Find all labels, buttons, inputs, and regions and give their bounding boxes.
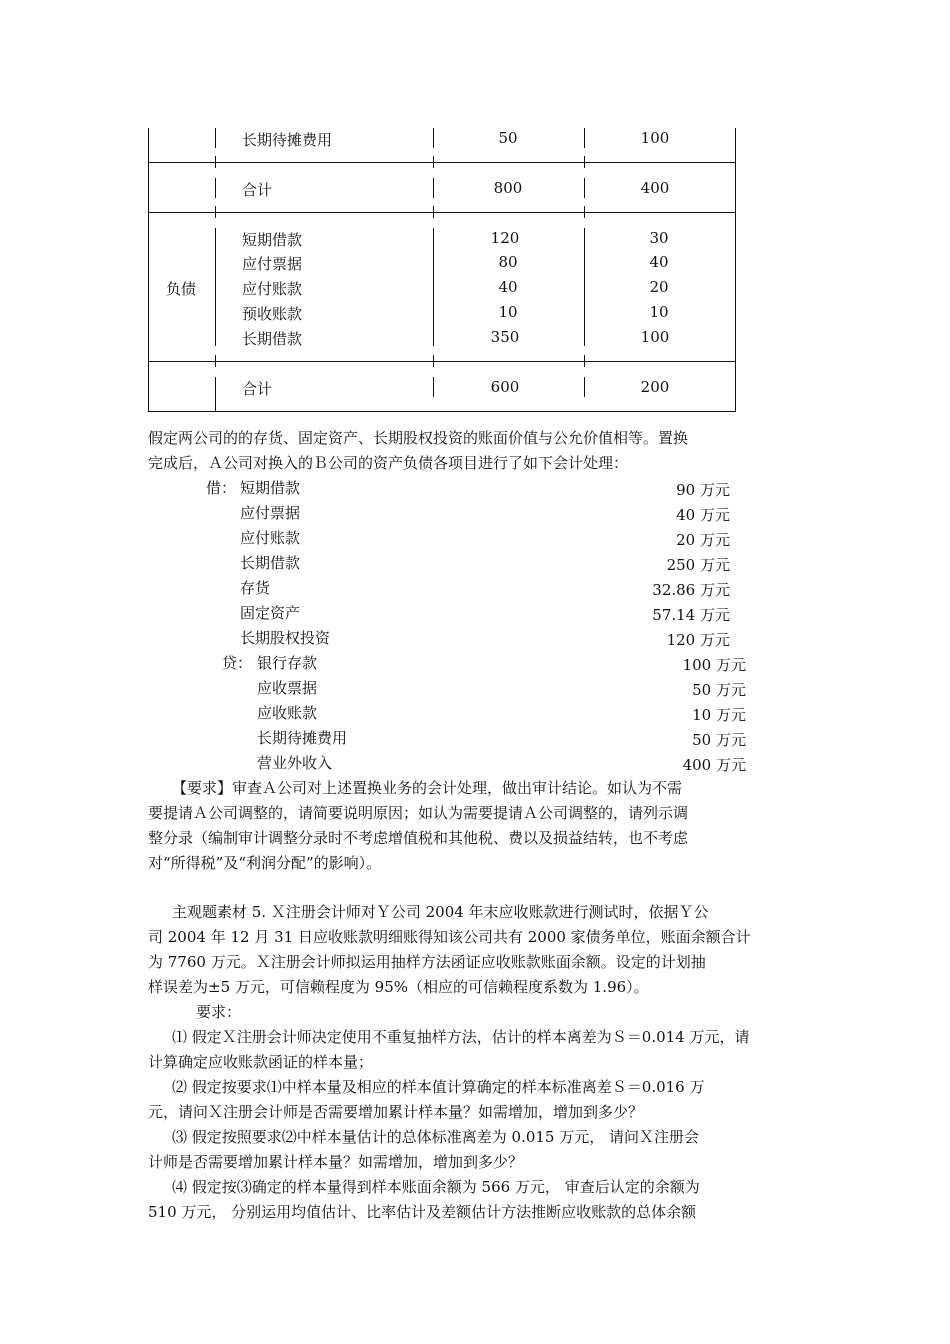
credit-prefix: 贷： [222,654,253,672]
table-divider [148,162,736,163]
debit-item: 存货 [240,579,271,597]
requirements-label: 要求： [196,1003,242,1021]
table-cell-a: 50 [498,129,518,147]
table-cell-b: 40 [649,253,669,271]
table-cell-b: 400 [640,179,670,197]
table-bottom-border [148,411,736,412]
table-cell-a: 10 [498,303,518,321]
debit-item: 长期借款 [240,554,301,572]
credit-item: 应收票据 [257,679,318,697]
credit-amount: 10 万元 [692,706,746,724]
question-2-cont: 元，请问Ｘ注册会计师是否需要增加累计样本量？如需增加，增加到多少？ [148,1103,644,1121]
credit-amount: 400 万元 [682,756,746,774]
table-cell-b: 10 [649,303,669,321]
credit-item: 营业外收入 [257,754,333,772]
debit-amount: 90 万元 [676,481,730,499]
intro-line: 完成后，Ａ公司对换入的Ｂ公司的资产负债各项目进行了如下会计处理： [148,454,629,472]
debit-amount: 250 万元 [666,556,730,574]
question-1-cont: 计算确定应收账款函证的样本量； [148,1053,374,1071]
table-cell-item: 应付票据 [242,255,303,273]
table-cell-item: 应付账款 [242,280,303,298]
credit-amount: 100 万元 [682,656,746,674]
requirement-line: 整分录（编制审计调整分录时不考虑增值税和其他税、费以及损益结转，也不考虑 [148,829,689,847]
table-cell-item: 合计 [242,181,273,199]
table-cell-item: 长期待摊费用 [242,131,333,149]
table-border-left [148,128,149,412]
material5-line: 司 2004 年 12 月 31 日应收账款明细账得知该公司共有 2000 家债务单位，账面余额合计 [148,928,751,946]
table-cell-b: 100 [640,328,670,346]
credit-amount: 50 万元 [692,681,746,699]
debit-amount: 20 万元 [676,531,730,549]
table-cell-a: 350 [490,328,520,346]
table-cell-item: 合计 [242,380,273,398]
question-4: ⑷ 假定按⑶确定的样本量得到样本账面余额为 566 万元， 审查后认定的余额为 [172,1178,700,1196]
liability-label: 负债 [166,280,197,298]
material5-line: 为 7760 万元。Ｘ注册会计师拟运用抽样方法函证应收账款账面余额。设定的计划抽 [148,953,706,971]
credit-item: 长期待摊费用 [257,729,348,747]
question-1: ⑴ 假定Ｘ注册会计师决定使用不重复抽样方法，估计的样本离差为Ｓ＝0.014 万元，请 [172,1028,750,1046]
question-3-cont: 计师是否需要增加累计样本量？如需增加，增加到多少？ [148,1153,524,1171]
question-4-cont: 510 万元， 分别运用均值估计、比率估计及差额估计方法推断应收账款的总体余额 [148,1203,697,1221]
table-border-right [735,128,736,412]
table-cell-b: 20 [649,278,669,296]
requirement-line: 【要求】审查Ａ公司对上述置换业务的会计处理，做出审计结论。如认为不需 [172,779,683,797]
material5-line: 主观题素材 5. Ｘ注册会计师对Ｙ公司 2004 年末应收账款进行测试时，依据Ｙ公 [172,903,709,921]
table-cell-a: 800 [493,179,523,197]
table-cell-a: 600 [490,378,520,396]
table-cell-a: 40 [498,278,518,296]
debit-item: 短期借款 [240,479,301,497]
debit-prefix: 借： [206,479,237,497]
requirement-line: 要提请Ａ公司调整的，请简要说明原因；如认为需要提请Ａ公司调整的，请列示调 [148,804,689,822]
debit-amount: 57.14 万元 [652,606,730,624]
debit-item: 应付账款 [240,529,301,547]
requirement-line: 对“所得税”及“利润分配”的影响）。 [148,854,382,872]
table-cell-a: 120 [490,229,520,247]
material5-line: 样误差为±5 万元，可信赖程度为 95%（相应的可信赖程度系数为 1.96）。 [148,978,649,996]
debit-amount: 32.86 万元 [652,581,730,599]
table-divider [148,361,736,362]
question-2: ⑵ 假定按要求⑴中样本量及相应的样本值计算确定的样本标准离差Ｓ＝0.016 万 [172,1078,705,1096]
table-cell-item: 预收账款 [242,305,303,323]
table-cell-a: 80 [498,253,518,271]
debit-item: 固定资产 [240,604,301,622]
table-cell-b: 100 [640,129,670,147]
debit-amount: 120 万元 [666,631,730,649]
credit-item: 应收账款 [257,704,318,722]
intro-line: 假定两公司的的存货、固定资产、长期股权投资的账面价值与公允价值相等。置换 [148,429,689,447]
table-divider [148,212,736,213]
debit-item: 应付票据 [240,504,301,522]
debit-amount: 40 万元 [676,506,730,524]
table-cell-b: 200 [640,378,670,396]
table-cell-item: 短期借款 [242,231,303,249]
credit-item: 银行存款 [257,654,318,672]
table-cell-b: 30 [649,229,669,247]
question-3: ⑶ 假定按照要求⑵中样本量估计的总体标准离差为 0.015 万元， 请问Ｘ注册会 [172,1128,700,1146]
credit-amount: 50 万元 [692,731,746,749]
debit-item: 长期股权投资 [240,629,331,647]
table-cell-item: 长期借款 [242,330,303,348]
